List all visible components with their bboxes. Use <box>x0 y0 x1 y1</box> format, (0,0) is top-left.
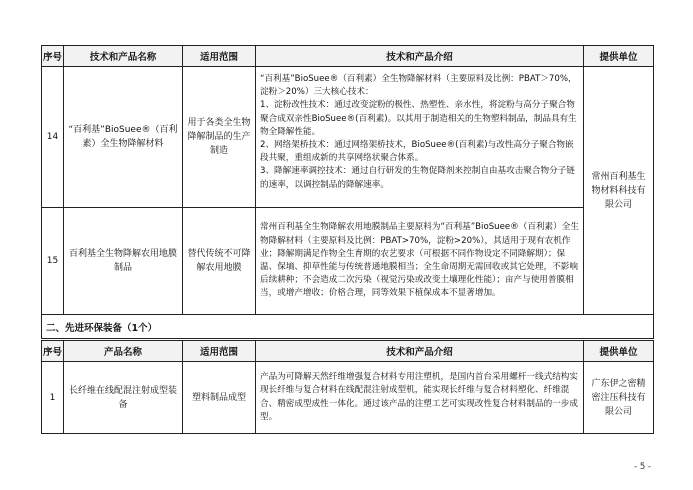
row-num: 1 <box>42 362 64 434</box>
header-intro: 技术和产品介绍 <box>256 46 584 67</box>
row-num: 14 <box>42 67 64 208</box>
row-name: 长纤维在线配混注射成型装备 <box>64 362 183 434</box>
header-name: 技术和产品名称 <box>64 46 183 67</box>
row-scope: 用于各类全生物降解制品的生产制造 <box>183 67 256 208</box>
header-scope: 适用范围 <box>183 341 256 362</box>
header-provider: 提供单位 <box>584 46 654 67</box>
intro-line: 2、网络架桥技术：通过网络架桥技术，BioSuee®(百利素)与改性高分子聚合物嵌段共聚，重组成新的共享网络状聚合体系。 <box>260 140 574 164</box>
row-num: 15 <box>42 208 64 315</box>
row-scope: 塑料制品成型 <box>183 362 256 434</box>
table-header-row <box>42 341 654 362</box>
section-title: 二、先进环保装备（1个） <box>42 315 654 339</box>
row-intro <box>256 208 584 315</box>
header-scope: 适用范围 <box>183 46 256 67</box>
row-provider: 广东伊之密精密注压科技有限公司 <box>584 362 654 434</box>
equipment-table <box>41 340 654 434</box>
section-title-row <box>42 315 654 339</box>
header-intro: 技术和产品介绍 <box>256 341 584 362</box>
intro-line: 常州百利基全生物降解农用地膜制品主要原料为“百利基”BioSuee®（百利素）全生物降解材料（主要原料及比例：PBAT>70%，淀粉>20%），其适用于现有农机作业；降解期满足作物全生育期的农艺要求（可根据不同作物设定不同降解期）；保温、保墒、抑草性能与传统普通地膜相当；全生命周期无需回收或其它处理，不影响后续耕种；不会造成二次污染（视觉污染或改变土壤理化性能）；亩产与使用普膜相当，或增产增收；价格合理，同等效果下植保成本不显著增加。 <box>260 222 579 299</box>
table-row <box>42 67 654 208</box>
row-intro: 产品为可降解天然纤维增强复合材料专用注塑机，是国内首台采用螺杆一线式结构实现长纤维与复合材料在线配混注射成型机，能实现长纤维与复合材料塑化、纤维混合、精密成型成性一体化。通过该产品的注塑工艺可实现改性复合材料制品的一步成型。 <box>256 362 584 434</box>
header-num: 序号 <box>42 46 64 67</box>
row-name: “百利基”BioSuee®（百利素）全生物降解材料 <box>64 67 183 208</box>
page-number: - 5 - <box>634 462 651 472</box>
header-name: 产品名称 <box>64 341 183 362</box>
row-intro <box>256 67 584 208</box>
table-header-row <box>42 46 654 67</box>
row-name: 百利基全生物降解农用地膜制品 <box>64 208 183 315</box>
tech-table <box>41 45 654 339</box>
row-provider: 常州百利基生物材料科技有限公司 <box>584 67 654 315</box>
intro-line: 1、淀粉改性技术：通过改变淀粉的极性、热塑性、亲水性，将淀粉与高分子聚合物聚合成双亲性BioSuee®(百利素)。以其用于制造相关的生物塑料制品，制品具有生物全降解性能。 <box>260 100 577 137</box>
table-row <box>42 362 654 434</box>
header-provider: 提供单位 <box>584 341 654 362</box>
intro-line: 3、降解速率调控技术：通过自行研发的生物促降剂来控制自由基攻击聚合物分子链的速率，以调控制品的降解速率。 <box>260 166 575 190</box>
table-row <box>42 208 654 315</box>
row-scope: 替代传统不可降解农用地膜 <box>183 208 256 315</box>
header-num: 序号 <box>42 341 64 362</box>
intro-line: “百利基”BioSuee®（百利素）全生物降解材料（主要原料及比例：PBAT＞70%，淀粉＞20%）三大核心技术： <box>260 74 577 98</box>
